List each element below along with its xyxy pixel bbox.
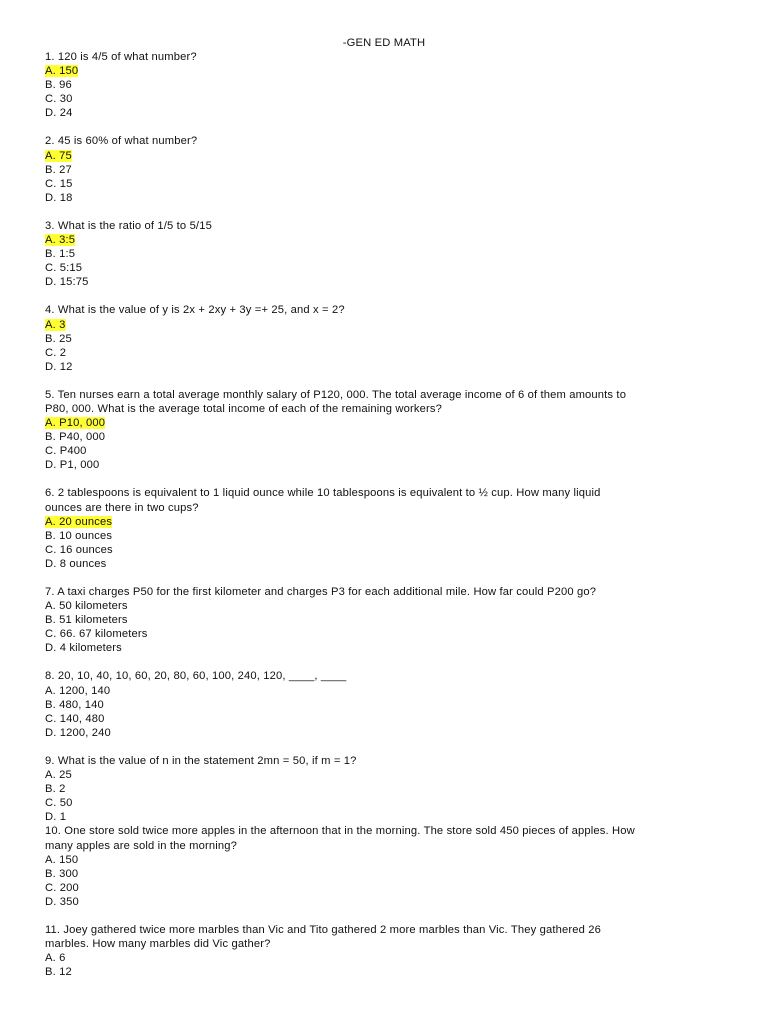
answer-choice-highlighted [45, 233, 725, 247]
answer-choice: A. 150 [45, 853, 79, 866]
answer-highlight: A. 150 [45, 65, 79, 78]
answer-choice-highlighted [45, 318, 725, 332]
answer-choice: B. P40, 000 [45, 431, 106, 444]
question-text: 4. What is the value of y is 2x + 2xy + 3y =+ 25, and x = 2? [45, 304, 345, 317]
answer-choice: D. 24 [45, 107, 73, 120]
answer-choice: C. 2 [45, 346, 67, 359]
answer-choice: D. P1, 000 [45, 459, 100, 472]
question-block [45, 923, 725, 979]
question-text: marbles. How many marbles did Vic gather? [45, 938, 271, 951]
question-block [45, 486, 725, 571]
question-block [45, 388, 725, 473]
answer-highlight: A. P10, 000 [45, 417, 106, 430]
answer-choice: B. 51 kilometers [45, 614, 128, 627]
question-text: many apples are sold in the morning? [45, 839, 237, 852]
answer-choice: D. 15:75 [45, 276, 89, 289]
answer-choice: D. 4 kilometers [45, 642, 122, 655]
answer-choice: C. 140, 480 [45, 712, 105, 725]
answer-choice: D. 1 [45, 811, 67, 824]
question-text: 6. 2 tablespoons is equivalent to 1 liquid ounce while 10 tablespoons is equivalent to ½ cup. How many liquid [45, 487, 601, 500]
question-text: 10. One store sold twice more apples in the afternoon that in the morning. The store sold 450 pieces of apples. How [45, 825, 635, 838]
answer-choice: B. 96 [45, 79, 72, 92]
answer-choice: C. 15 [45, 177, 73, 190]
answer-choice: D. 18 [45, 191, 73, 204]
question-text: 7. A taxi charges P50 for the first kilometer and charges P3 for each additional mile. How far could P200 go? [45, 586, 597, 598]
answer-choice: B. 480, 140 [45, 698, 104, 711]
question-block [45, 585, 725, 655]
answer-highlight: A. 75 [45, 149, 72, 162]
answer-choice: A. 25 [45, 769, 72, 782]
answer-choice: A. 50 kilometers [45, 600, 128, 613]
question-text: 9. What is the value of n in the statement 2mn = 50, if m = 1? [45, 754, 357, 767]
question-text: 2. 45 is 60% of what number? [45, 135, 198, 148]
answer-choice: B. 25 [45, 332, 72, 345]
question-text: P80, 000. What is the average total income of each of the remaining workers? [45, 402, 442, 415]
question-block [45, 134, 725, 204]
answer-choice: B. 300 [45, 867, 79, 880]
question-text: 3. What is the ratio of 1/5 to 5/15 [45, 219, 212, 232]
answer-choice: C. 66. 67 kilometers [45, 628, 148, 641]
question-text: ounces are there in two cups? [45, 501, 199, 514]
answer-choice: A. 6 [45, 952, 66, 965]
question-block [45, 219, 725, 289]
question-block [45, 754, 725, 824]
question-text: 11. Joey gathered twice more marbles than Vic and Tito gathered 2 more marbles than Vic. They gathered 26 [45, 923, 601, 936]
answer-choice-highlighted [45, 64, 725, 78]
question-text: 8. 20, 10, 40, 10, 60, 20, 80, 60, 100, 240, 120, ____, ____ [45, 670, 347, 683]
question-block [45, 303, 725, 373]
answer-choice: A. 1200, 140 [45, 684, 111, 697]
question-text: 1. 120 is 4/5 of what number? [45, 51, 197, 63]
answer-highlight: A. 20 ounces [45, 515, 113, 528]
question-list [45, 50, 725, 993]
answer-choice: C. 50 [45, 797, 73, 810]
answer-choice-highlighted [45, 416, 725, 430]
question-block [45, 824, 725, 909]
answer-highlight: A. 3 [45, 318, 66, 331]
answer-choice: D. 8 ounces [45, 557, 107, 570]
question-block [45, 50, 725, 120]
answer-choice-highlighted [45, 515, 725, 529]
answer-choice: B. 12 [45, 966, 72, 979]
question-block [45, 669, 725, 739]
document-title: -GEN ED MATH [342, 37, 426, 49]
answer-choice: C. 30 [45, 93, 73, 106]
answer-choice: D. 12 [45, 360, 73, 373]
answer-choice: C. 5:15 [45, 262, 83, 275]
answer-choice: C. 16 ounces [45, 543, 113, 556]
answer-choice: B. 2 [45, 783, 66, 796]
answer-choice: D. 350 [45, 895, 79, 908]
answer-choice: C. 200 [45, 881, 79, 894]
answer-choice: B. 10 ounces [45, 529, 113, 542]
answer-choice: C. P400 [45, 445, 87, 458]
question-text: 5. Ten nurses earn a total average monthly salary of P120, 000. The total average income of 6 of them amounts to [45, 388, 627, 401]
answer-highlight: A. 3:5 [45, 234, 76, 247]
answer-choice: B. 1:5 [45, 248, 76, 261]
answer-choice: B. 27 [45, 163, 72, 176]
answer-choice-highlighted [45, 149, 725, 163]
answer-choice: D. 1200, 240 [45, 726, 111, 739]
